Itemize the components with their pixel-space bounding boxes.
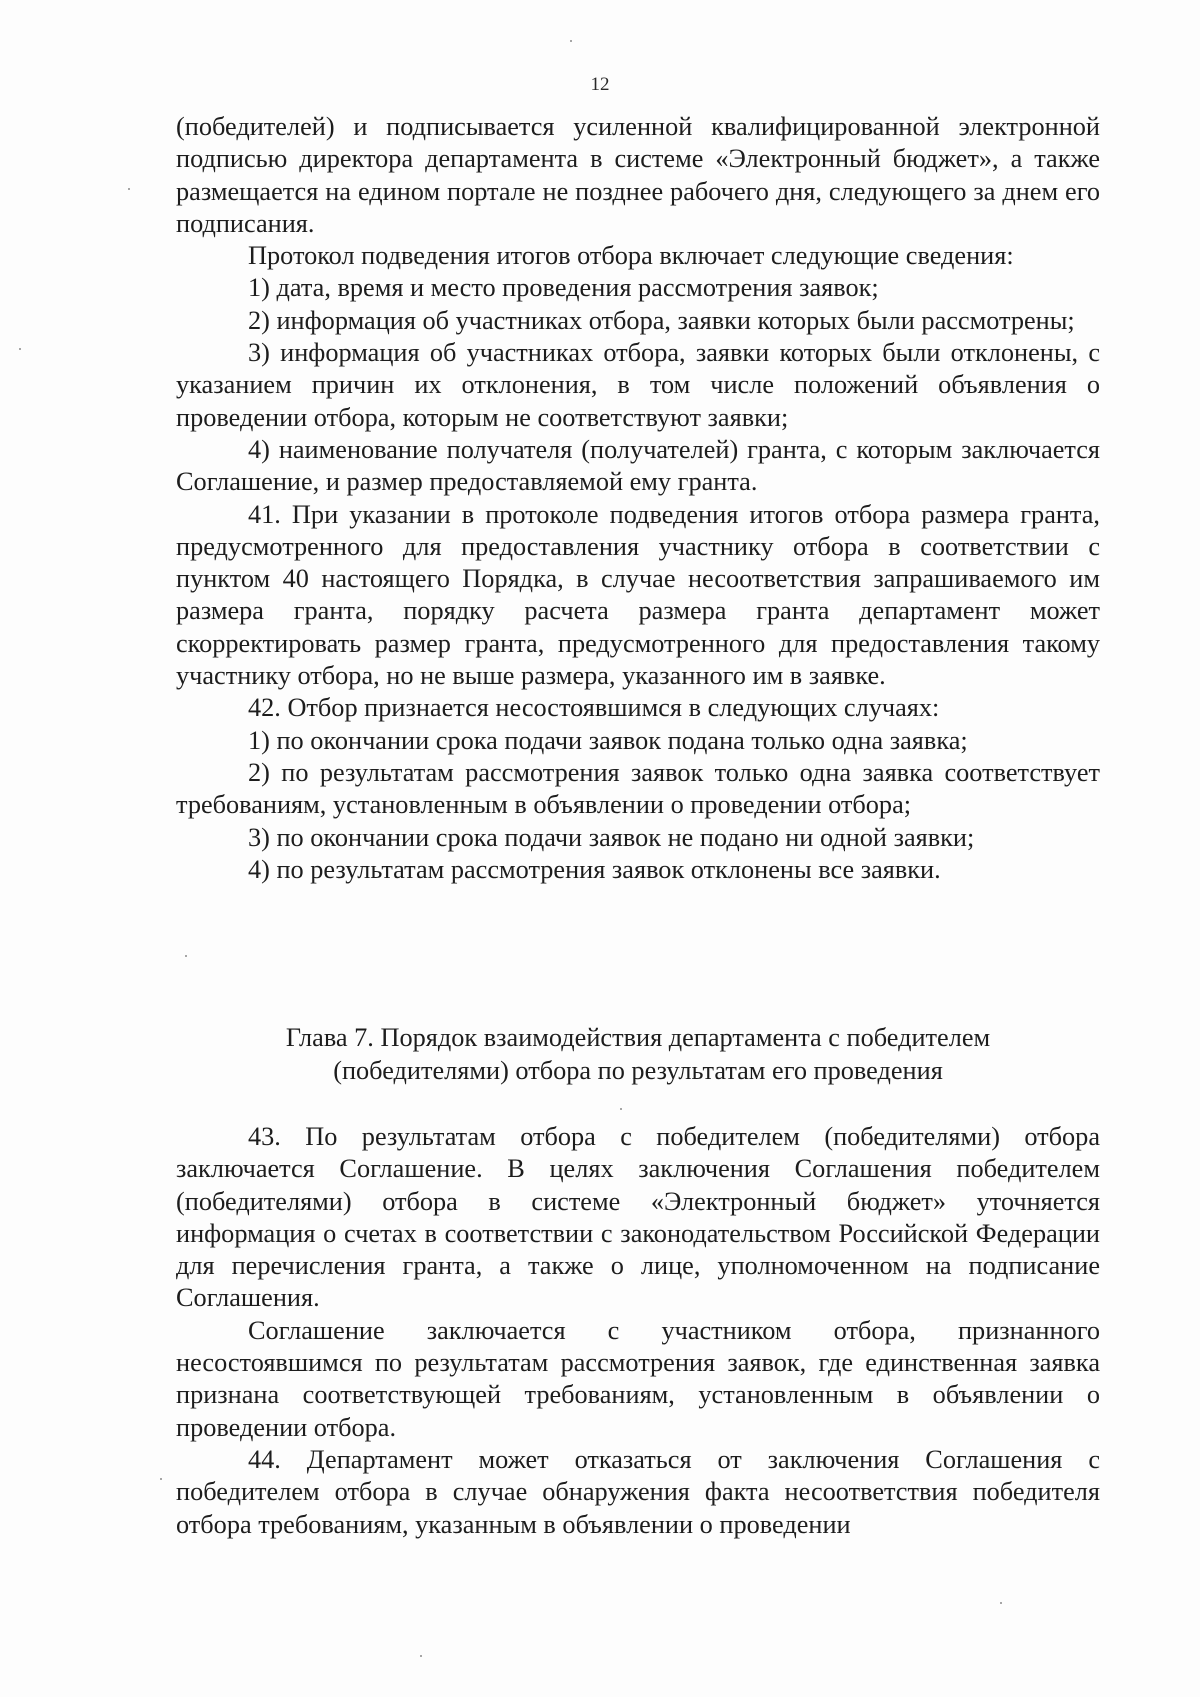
list-item-clause-42-1: 1) по окончании срока подачи заявок подана только одна заявка; (248, 725, 968, 755)
scan-speck (570, 40, 572, 42)
paragraph-agreement: Соглашение заключается с участником отбора, признанного несостоявшимся по результатам рассмотрения заявок, где единственная заявка признана соответствующей требованиям, установленным в объявлении о проведении отбора. (176, 1315, 1100, 1442)
list-item-clause-42-3: 3) по окончании срока подачи заявок не подано ни одной заявки; (248, 822, 975, 852)
page-number: 12 (590, 74, 610, 95)
body-text-top (176, 111, 1100, 886)
list-item-clause-42-2: 2) по результатам рассмотрения заявок только одна заявка соответствует требованиям, установленным в объявлении о проведении отбора; (176, 757, 1100, 820)
scan-speck (160, 1478, 162, 1480)
paragraph-continuation: (победителей) и подписывается усиленной квалифицированной электронной подписью директора департамента в системе «Электронный бюджет», а также размещается на едином портале не позднее рабочего дня, следующего за днем его подписания. (176, 112, 1100, 238)
clause-43: 43. По результатам отбора с победителем (победителями) отбора заключается Соглашение. В целях заключения Соглашения победителем (победителями) отбора в системе «Электронный бюджет» уточняется информация о счетах в соответствии с законодательством Российской Федерации для перечисления гранта, а также о лице, уполномоченном на подписание Соглашения. (176, 1122, 1100, 1313)
scan-speck (185, 955, 187, 957)
list-item-protocol-1: 1) дата, время и место проведения рассмотрения заявок; (248, 273, 879, 303)
list-item-protocol-4: 4) наименование получателя (получателей) гранта, с которым заключается Соглашение, и размер предоставляемой ему гранта. (176, 434, 1100, 497)
list-item-clause-42-4: 4) по результатам рассмотрения заявок отклонены все заявки. (248, 854, 941, 884)
body-text-bottom (176, 1121, 1100, 1541)
clause-44: 44. Департамент может отказаться от заключения Соглашения с победителем отбора в случае обнаружения факта несоответствия победителя отбора требованиям, указанным в объявлении о проведении (176, 1444, 1100, 1539)
clause-42: 42. Отбор признается несостоявшимся в следующих случаях: (248, 693, 940, 723)
chapter-heading-line-2: (победителями) отбора по результатам его проведения (333, 1056, 943, 1085)
chapter-heading-line-1: Глава 7. Порядок взаимодействия департамента с победителем (285, 1023, 991, 1052)
scan-speck (128, 188, 130, 190)
chapter-heading (176, 1021, 1100, 1087)
scan-speck (1000, 1602, 1002, 1604)
paragraph-protocol-intro: Протокол подведения итогов отбора включает следующие сведения: (248, 241, 1014, 271)
list-item-protocol-3: 3) информация об участниках отбора, заявки которых были отклонены, с указанием причин их отклонения, в том числе положений объявления о проведении отбора, которым не соответствуют заявки; (176, 338, 1100, 432)
scan-speck (620, 1108, 622, 1110)
scan-speck (19, 348, 21, 350)
list-item-protocol-2: 2) информация об участниках отбора, заявки которых были рассмотрены; (248, 305, 1075, 335)
scan-speck (420, 1655, 422, 1657)
clause-41: 41. При указании в протоколе подведения итогов отбора размера гранта, предусмотренного для предоставления участнику отбора в соответствии с пунктом 40 настоящего Порядка, в случае несоответствия запрашиваемого им размера гранта, порядку расчета размера гранта департамент может скорректировать размер гранта, предусмотренного для предоставления такому участнику отбора, но не выше размера, указанного им в заявке. (176, 499, 1100, 691)
